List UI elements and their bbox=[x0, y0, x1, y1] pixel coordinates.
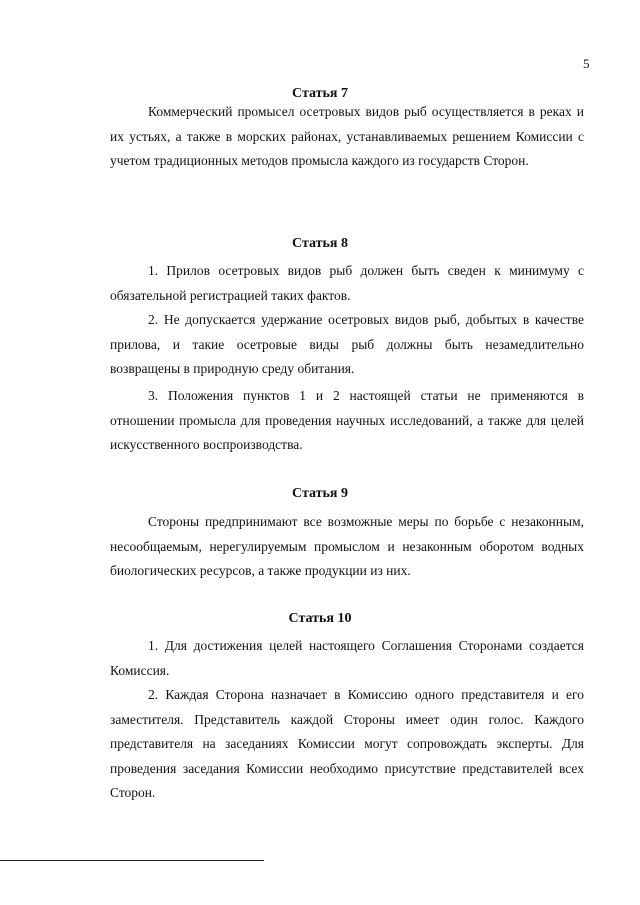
article-10-paragraph-1: 1. Для достижения целей настоящего Соглашения Сторонами создается Комиссия. bbox=[110, 638, 584, 678]
article-10-title: Статья 10 bbox=[288, 611, 352, 626]
article-7-paragraph-1: Коммерческий промысел осетровых видов рыб осуществляется в реках и их устьях, а также в морских районах, устанавливаемых решением Комиссии с учетом традиционных методов промысла каждого из государств Сторон. bbox=[110, 104, 584, 168]
article-8-paragraph-2: 2. Не допускается удержание осетровых видов рыб, добытых в качестве прилова, и такие осетровые виды рыб должны быть незамедлительно возвращены в природную среду обитания. bbox=[110, 312, 584, 376]
footnote-separator-line bbox=[0, 860, 264, 861]
article-8-paragraph-1: 1. Прилов осетровых видов рыб должен быть сведен к минимуму с обязательной регистрацией таких фактов. bbox=[110, 263, 584, 303]
article-7-title: Статья 7 bbox=[292, 86, 348, 101]
article-9-paragraph-1: Стороны предпринимают все возможные меры по борьбе с незаконным, несообщаемым, нерегулируемым промыслом и незаконным оборотом водных биологических ресурсов, а также продукции из них. bbox=[110, 514, 584, 578]
page-number: 5 bbox=[583, 56, 590, 71]
article-8-paragraph-3: 3. Положения пунктов 1 и 2 настоящей статьи не применяются в отношении промысла для проведения научных исследований, а также для целей искусственного воспроизводства. bbox=[110, 388, 584, 452]
article-8-title: Статья 8 bbox=[292, 236, 348, 251]
article-9-title: Статья 9 bbox=[292, 486, 348, 501]
article-10-paragraph-2: 2. Каждая Сторона назначает в Комиссию одного представителя и его заместителя. Представитель каждой Стороны имеет один голос. Каждого представителя на заседаниях Комиссии могут сопровождать эксперты. Для проведения заседания Комиссии необходимо присутствие представителей всех Сторон. bbox=[110, 687, 584, 800]
